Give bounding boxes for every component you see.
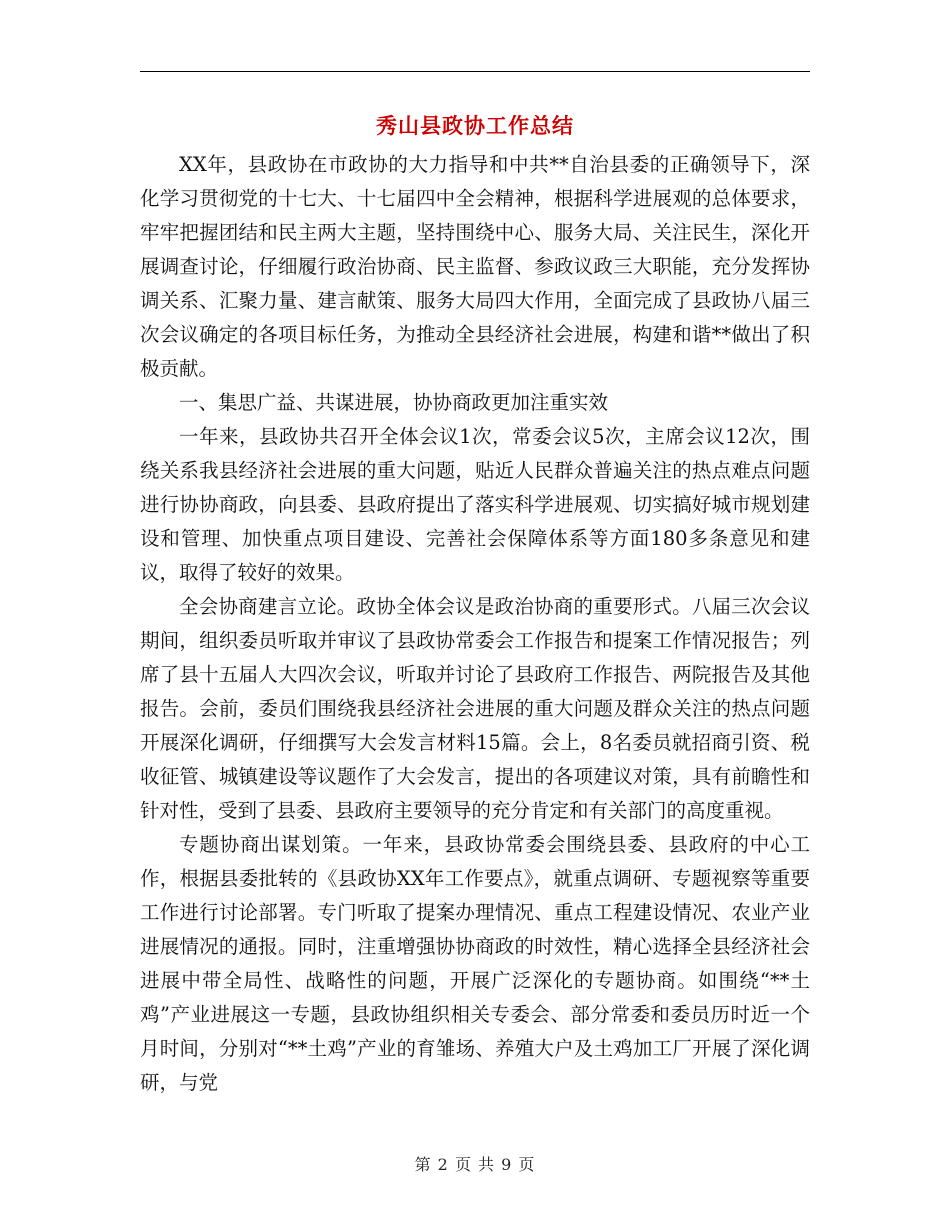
paragraph-plenary: 全会协商建言立论。政协全体会议是政治协商的重要形式。八届三次会议期间，组织委员听取并审议了县政协常委会工作报告和提案工作情况报告；列席了县十五届人大四次会议，听取并讨论了县政府工作报告、两院报告及其他报告。会前，委员们围绕我县经济社会进展的重大问题及群众关注的热点问题开展深化调研，仔细撰写大会发言材料15篇。会上，8名委员就招商引资、税收征管、城镇建设等议题作了大会发言，提出的各项建议对策，具有前瞻性和针对性，受到了县委、县政府主要领导的充分肯定和有关部门的高度重视。 [140, 595, 810, 822]
document-body [140, 148, 810, 1100]
paragraph-intro: XX年，县政协在市政协的大力指导和中共**自治县委的正确领导下，深化学习贯彻党的十七大、十七届四中全会精神，根据科学进展观的总体要求，牢牢把握团结和民主两大主题，坚持围绕中心、服务大局、关注民生，深化开展调查讨论，仔细履行政治协商、民主监督、参政议政三大职能，充分发挥协调关系、汇聚力量、建言献策、服务大局四大作用，全面完成了县政协八届三次会议确定的各项目标任务，为推动全县经济社会进展，构建和谐**做出了积极贡献。 [140, 153, 810, 380]
paragraph-meetings: 一年来，县政协共召开全体会议1次，常委会议5次，主席会议12次，围绕关系我县经济社会进展的重大问题，贴近人民群众普遍关注的热点难点问题进行协协商政，向县委、县政府提出了落实科学进展观、切实搞好城市规划建设和管理、加快重点项目建设、完善社会保障体系等方面180多条意见和建议，取得了较好的效果。 [140, 425, 810, 584]
page-number: 第 2 页 共 9 页 [414, 1155, 536, 1174]
header-rule [140, 71, 810, 72]
paragraph-special-consultation: 专题协商出谋划策。一年来，县政协常委会围绕县委、县政府的中心工作，根据县委批转的《县政协XX年工作要点》，就重点调研、专题视察等重要工作进行讨论部署。专门听取了提案办理情况、重点工程建设情况、农业产业进展情况的通报。同时，注重增强协协商政的时效性，精心选择全县经济社会进展中带全局性、战略性的问题，开展广泛深化的专题协商。如围绕“**土鸡”产业进展这一专题，县政协组织相关专委会、部分常委和委员历时近一个月时间，分别对“**土鸡”产业的育雏场、养殖大户及土鸡加工厂开展了深化调研，与党 [140, 833, 810, 1094]
document-title: 秀山县政协工作总结 [376, 113, 574, 138]
section-heading-1: 一、集思广益、共谋进展，协协商政更加注重实效 [179, 391, 609, 414]
